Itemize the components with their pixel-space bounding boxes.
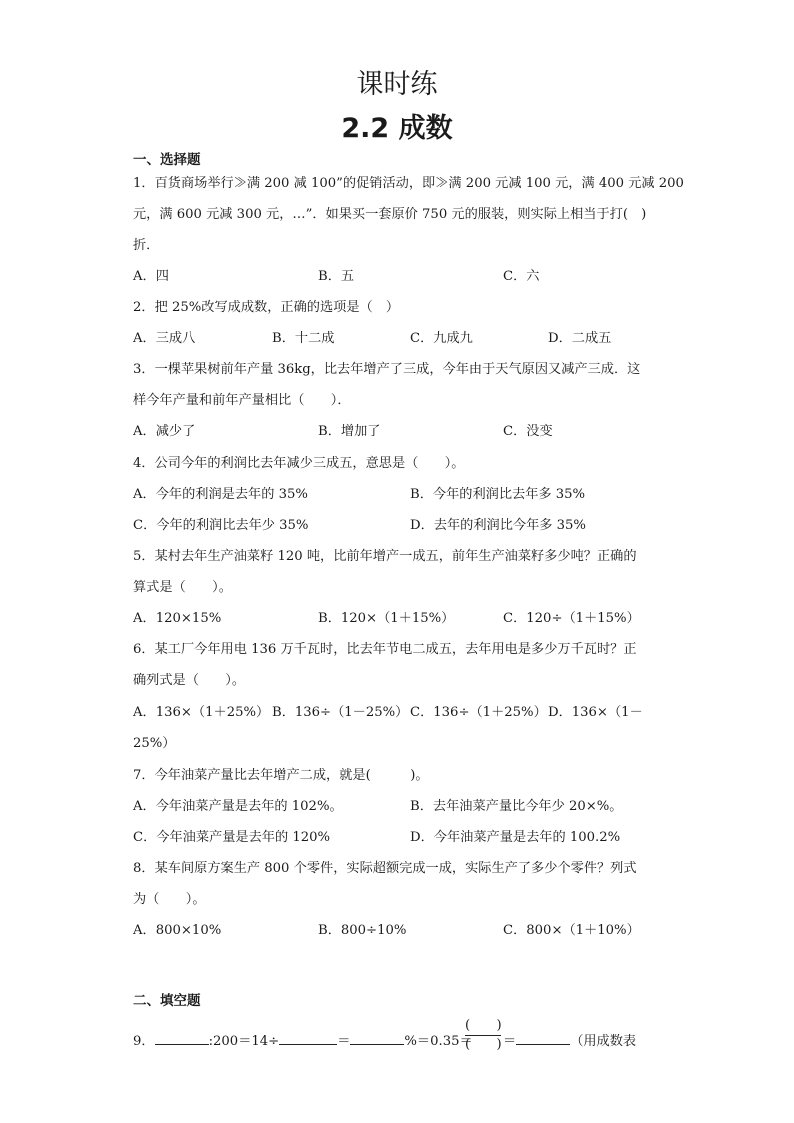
q6-option-a[interactable]: A．136×（1＋25%） (133, 705, 270, 720)
q6-text-line-1: 6．某工厂今年用电 136 万千瓦时，比去年节电二成五，去年用电是多少万千瓦时？正 (133, 642, 637, 657)
q4-text-line-1: 4．公司今年的利润比去年减少三成五，意思是（ ）。 (133, 456, 465, 471)
q5-option-a[interactable]: A．120×15% (133, 611, 222, 626)
q4-option-b[interactable]: B．今年的利润比去年多 35% (410, 487, 586, 502)
q4-option-d[interactable]: D．去年的利润比今年多 35% (410, 518, 586, 533)
q2-option-a[interactable]: A．三成八 (133, 331, 196, 346)
q9-segment-4: ＝ (503, 1034, 517, 1049)
q9-text-tail (503, 1030, 636, 1049)
q9-segment-2: ＝ (337, 1034, 351, 1049)
q9-number: 9． (133, 1034, 155, 1049)
q8-option-c[interactable]: C．800×（1＋10%） (503, 923, 640, 938)
q7-option-b[interactable]: B．去年油菜产量比今年少 20×%。 (410, 799, 623, 814)
section-heading-fill-in: 二、填空题 (133, 993, 201, 1009)
q1-option-b[interactable]: B．五 (318, 269, 355, 284)
q2-text-line-1: 2．把 25%改写成成数，正确的选项是（ ） (133, 300, 400, 315)
q6-option-d-continuation: 25%） (133, 736, 176, 751)
q9-fraction[interactable] (465, 1017, 501, 1054)
q2-option-d[interactable]: D．二成五 (548, 331, 612, 346)
q9-blank-4[interactable] (516, 1030, 570, 1045)
q3-option-b[interactable]: B．增加了 (318, 424, 381, 439)
q1-text-line-2: 元，满 600 元减 300 元，…”．如果买一套原价 750 元的服装，则实际上相当于打( ) (133, 207, 647, 222)
q3-text-line-2: 样今年产量和前年产量相比（ ）． (133, 393, 351, 408)
q5-option-b[interactable]: B．120×（1＋15%） (318, 611, 455, 626)
page-title: 课时练 (356, 69, 438, 100)
q9-blank-3[interactable] (350, 1030, 404, 1045)
q1-text-line-1: 1．百货商场举行≫满 200 减 100”的促销活动，即≫满 200 元减 100 元，满 400 元减 200 (133, 176, 684, 191)
q3-option-c[interactable]: C．没变 (503, 424, 553, 439)
q3-option-a[interactable]: A．减少了 (133, 424, 196, 439)
q6-option-d[interactable]: D．136×（1－ (548, 705, 643, 720)
q8-option-a[interactable]: A．800×10% (133, 923, 222, 938)
q8-text-line-1: 8．某车间原方案生产 800 个零件，实际超额完成一成，实际生产了多少个零件？列式 (133, 861, 637, 876)
q9-fraction-numerator[interactable]: ( ) (465, 1017, 501, 1036)
q9-text (133, 1030, 473, 1049)
q7-text-line-1: 7．今年油菜产量比去年增产二成，就是( )。 (133, 768, 429, 783)
q9-fraction-denominator[interactable]: ( ) (465, 1037, 502, 1052)
q2-option-b[interactable]: B．十二成 (272, 331, 335, 346)
q3-text-line-1: 3．一棵苹果树前年产量 36kg，比去年增产了三成，今年由于天气原因又减产三成．这 (133, 362, 641, 377)
q9-blank-1[interactable] (155, 1030, 209, 1045)
q5-text-line-2: 算式是（ ）。 (133, 580, 232, 595)
q7-option-c[interactable]: C．今年油菜产量是去年的 120% (133, 830, 331, 845)
q1-option-c[interactable]: C．六 (503, 269, 540, 284)
q9-segment-3: %＝0.35＝ (404, 1034, 473, 1049)
q2-option-c[interactable]: C．九成九 (410, 331, 473, 346)
q9-segment-5: （用成数表 (570, 1034, 637, 1049)
q7-option-d[interactable]: D．今年油菜产量是去年的 100.2% (410, 830, 621, 845)
q5-text-line-1: 5．某村去年生产油菜籽 120 吨，比前年增产一成五，前年生产油菜籽多少吨？正确的 (133, 549, 637, 564)
q9-segment-1: :200＝14÷ (208, 1034, 280, 1049)
section-heading-choice: 一、选择题 (133, 152, 201, 168)
q4-option-a[interactable]: A．今年的利润是去年的 35% (133, 487, 308, 502)
q6-option-b[interactable]: B．136÷（1－25%） (272, 705, 409, 720)
q8-text-line-2: 为（ ）。 (133, 892, 206, 907)
q1-option-a[interactable]: A．四 (133, 269, 169, 284)
q9-blank-2[interactable] (279, 1030, 337, 1045)
q6-text-line-2: 确列式是（ ）。 (133, 673, 246, 688)
q1-text-line-3: 折． (133, 238, 160, 253)
q8-option-b[interactable]: B．800÷10% (318, 923, 407, 938)
q4-option-c[interactable]: C．今年的利润比去年少 35% (133, 518, 309, 533)
q5-option-c[interactable]: C．120÷（1＋15%） (503, 611, 640, 626)
lesson-subtitle: 2.2 成数 (341, 113, 453, 144)
q7-option-a[interactable]: A．今年油菜产量是去年的 102%。 (133, 799, 343, 814)
q6-option-c[interactable]: C．136÷（1＋25%） (410, 705, 547, 720)
